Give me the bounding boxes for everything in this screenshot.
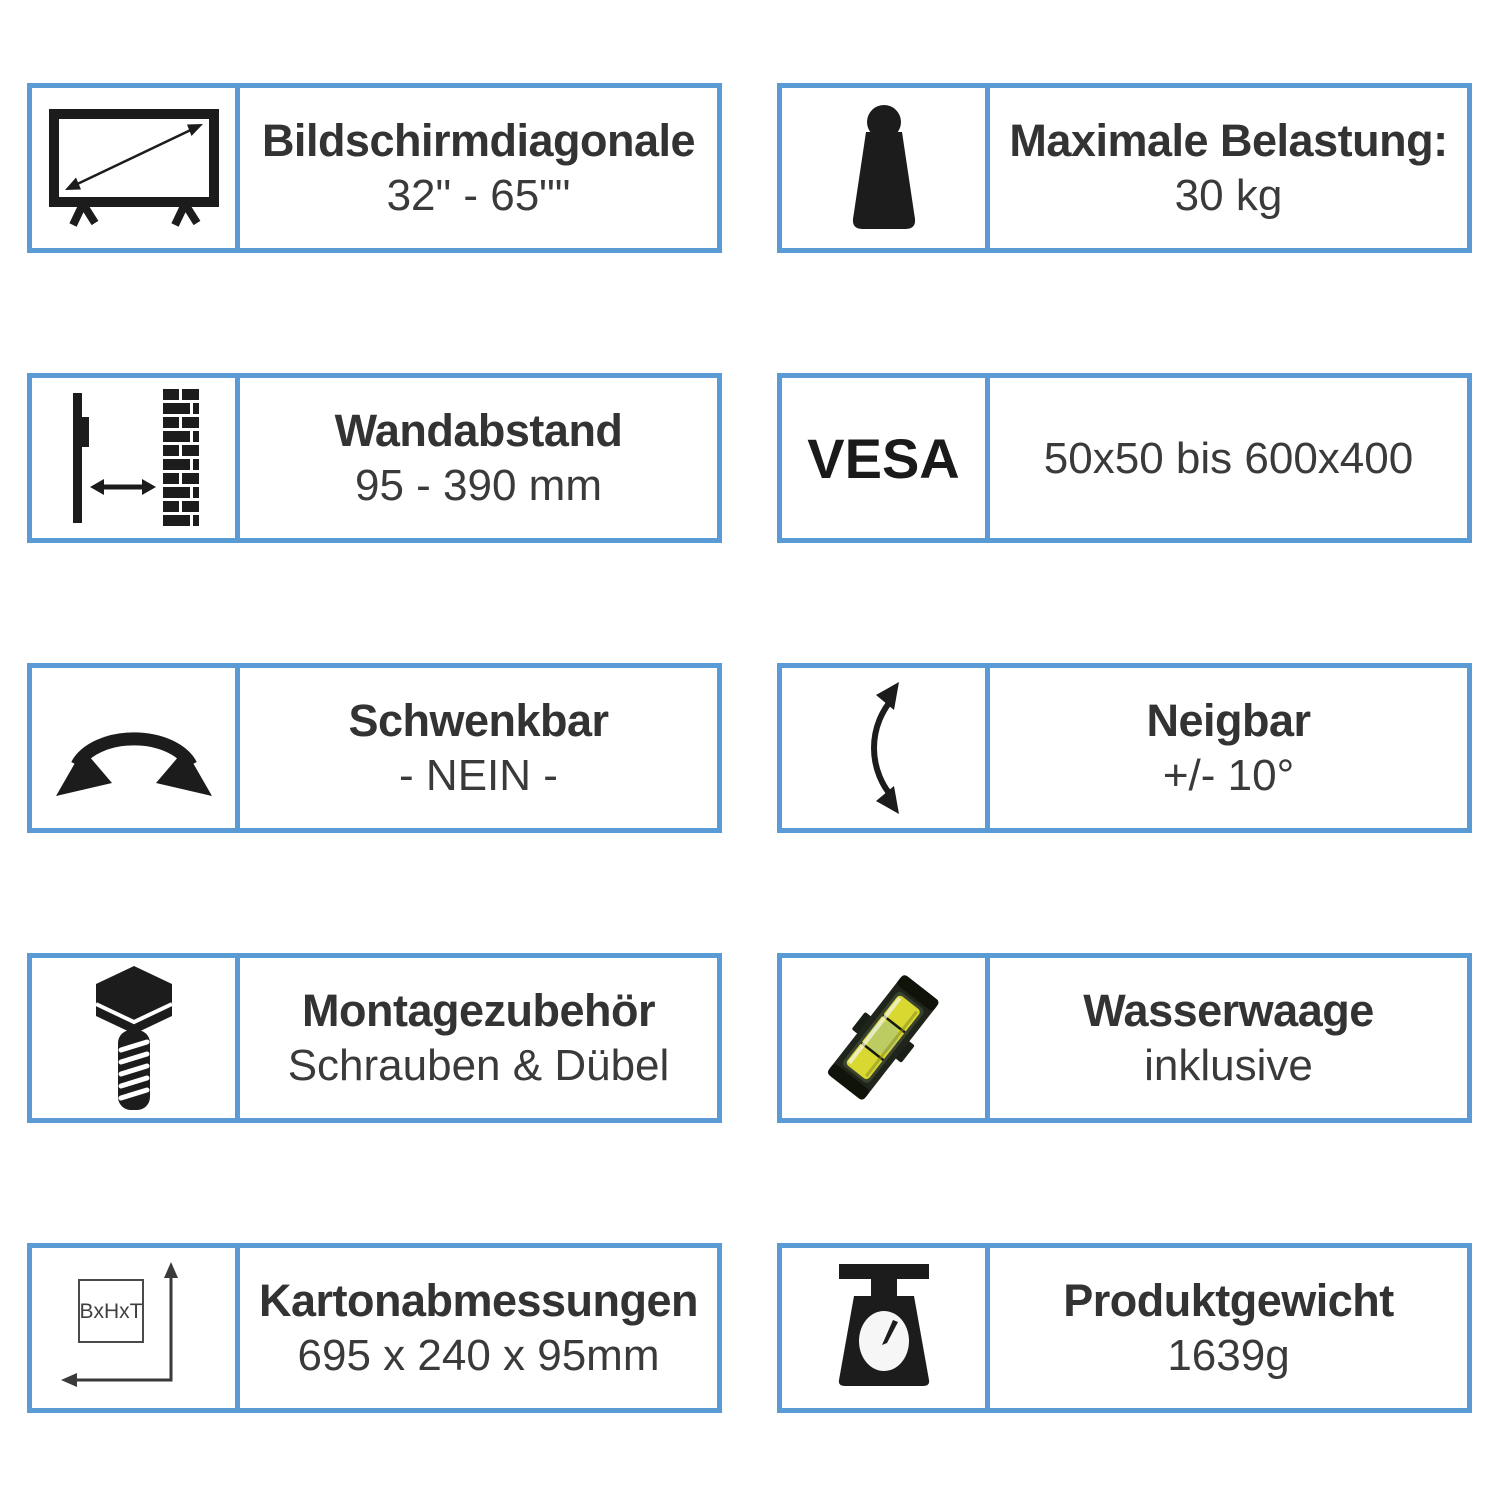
box-dimensions-icon: [59, 1254, 209, 1402]
spec-value: inklusive: [1144, 1041, 1313, 1090]
icon-cell: [32, 378, 240, 538]
text-cell: [240, 378, 717, 538]
spec-value: Schrauben & Dübel: [287, 1041, 670, 1090]
spec-card-wall-distance: [27, 373, 722, 543]
spec-card-swivel: [27, 663, 722, 833]
spec-title: Neigbar: [1146, 695, 1311, 746]
icon-cell: [782, 1248, 990, 1408]
vesa-wordmark: VESA: [807, 426, 960, 490]
spec-value: +/- 10°: [1162, 751, 1295, 800]
text-cell: [990, 378, 1467, 538]
spec-value: 32" - 65"": [386, 171, 571, 220]
text-cell: [990, 1248, 1467, 1408]
spec-value: - NEIN -: [399, 751, 558, 800]
spec-value: 95 - 390 mm: [355, 461, 602, 510]
icon-cell: [32, 668, 240, 828]
icon-cell: [782, 378, 990, 538]
tilt-arrow-icon: [861, 680, 907, 816]
spec-title: Wasserwaage: [1083, 985, 1374, 1036]
spec-value: 30 kg: [1174, 171, 1283, 220]
spec-title: Produktgewicht: [1063, 1275, 1394, 1326]
text-cell: [990, 958, 1467, 1118]
text-cell: [990, 88, 1467, 248]
icon-cell: [32, 958, 240, 1118]
spec-grid: [27, 83, 1472, 1413]
icon-cell: [782, 668, 990, 828]
text-cell: [240, 668, 717, 828]
wall-distance-icon: [59, 383, 209, 533]
text-cell: [240, 958, 717, 1118]
screw-icon: [79, 962, 189, 1114]
spec-title: Schwenkbar: [348, 695, 609, 746]
spec-card-product-weight: [777, 1243, 1472, 1413]
spec-title: Kartonabmessungen: [258, 1275, 699, 1326]
text-cell: [990, 668, 1467, 828]
spec-title: Wandabstand: [334, 405, 623, 456]
spec-value: 50x50 bis 600x400: [1043, 433, 1414, 483]
spec-title: Bildschirmdiagonale: [261, 115, 696, 166]
tv-diagonal-icon: [47, 107, 221, 229]
text-cell: [240, 1248, 717, 1408]
text-cell: [240, 88, 717, 248]
spirit-level-icon: [809, 963, 959, 1113]
weight-icon: [834, 101, 934, 235]
spec-card-carton-dimensions: [27, 1243, 722, 1413]
icon-cell: [782, 958, 990, 1118]
spec-card-mounting-accessories: [27, 953, 722, 1123]
icon-cell: [32, 88, 240, 248]
icon-cell: [32, 1248, 240, 1408]
bxhxt-label: BxHxT: [79, 1300, 142, 1323]
icon-cell: [782, 88, 990, 248]
spec-card-screen-diagonal: [27, 83, 722, 253]
spec-card-tilt: [777, 663, 1472, 833]
spec-card-vesa: [777, 373, 1472, 543]
spec-title: Maximale Belastung:: [1009, 115, 1448, 166]
swivel-arrow-icon: [50, 691, 218, 805]
spec-value: 1639g: [1167, 1331, 1290, 1380]
spec-title: Montagezubehör: [302, 985, 655, 1036]
spec-card-spirit-level: [777, 953, 1472, 1123]
spec-card-max-load: [777, 83, 1472, 253]
kitchen-scale-icon: [813, 1260, 955, 1396]
spec-value: 695 x 240 x 95mm: [297, 1331, 660, 1380]
